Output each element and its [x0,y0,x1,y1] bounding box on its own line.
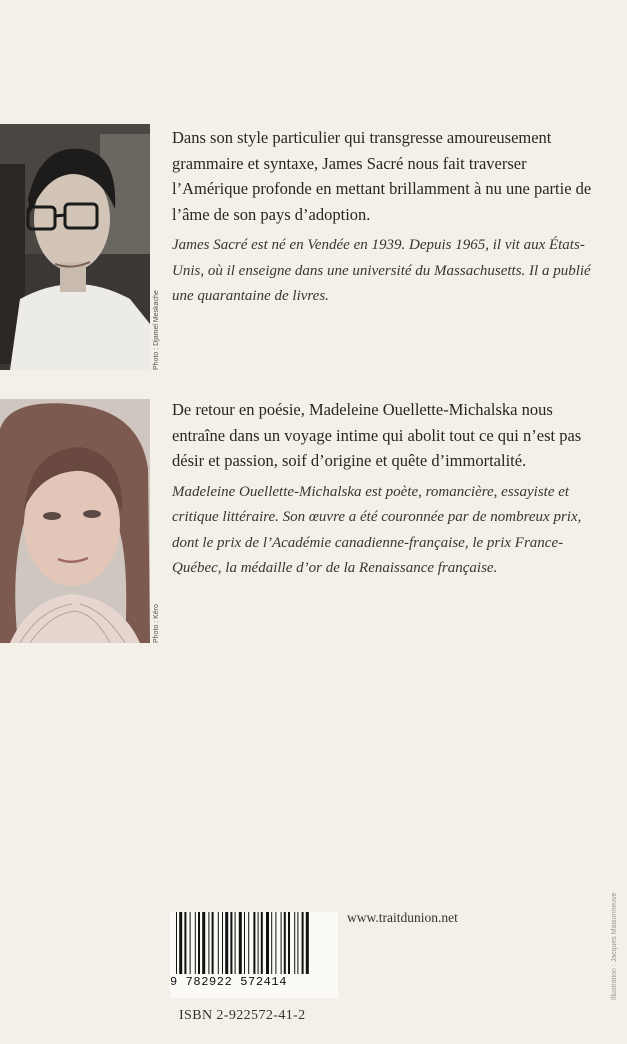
author-photo-madeleine-ouellette-michalska [0,399,150,643]
author1-description: Dans son style particulier qui transgresse amoureusement grammaire et syntaxe, James Sacré nous fait traverser l’Amérique profonde en mettant brillamment à nu une partie de l’âme de son pays d’adoption. [172,128,592,224]
barcode-number: 9 782922 572414 [170,975,338,989]
author2-bio: Madeleine Ouellette-Michalska est poète, romancière, essayiste et critique littéraire. Son œuvre a été couronnée par de nombreux prix, dont le prix de l’Académie canadienne-française, le prix France-Québec, la médaille d’or de la Renaissance française. [172,483,582,576]
photo-credit-1: Photo : Djamel Meskache [153,290,160,370]
isbn: ISBN 2-922572-41-2 [179,1008,306,1023]
author1-bio: James Sacré est né en Vendée en 1939. Depuis 1965, il vit aux États-Unis, où il enseigne dans une université du Massachusetts. Il a publié une quarantaine de livres. [172,237,591,304]
illustration-credit: Illustration : Jacques Maisonneuve [611,892,618,1000]
publisher-website[interactable]: www.traitdunion.net [347,910,458,925]
photo-credit-2: Photo : Kéro [153,604,160,643]
author-photo-james-sacre [0,124,150,370]
author2-description: De retour en poésie, Madeleine Ouellette-Michalska nous entraîne dans un voyage intime qui abolit tout ce qui n’est pas désir et passion, soif d’origine et quête d’immortalité. [172,400,582,470]
barcode-bars [170,912,338,978]
